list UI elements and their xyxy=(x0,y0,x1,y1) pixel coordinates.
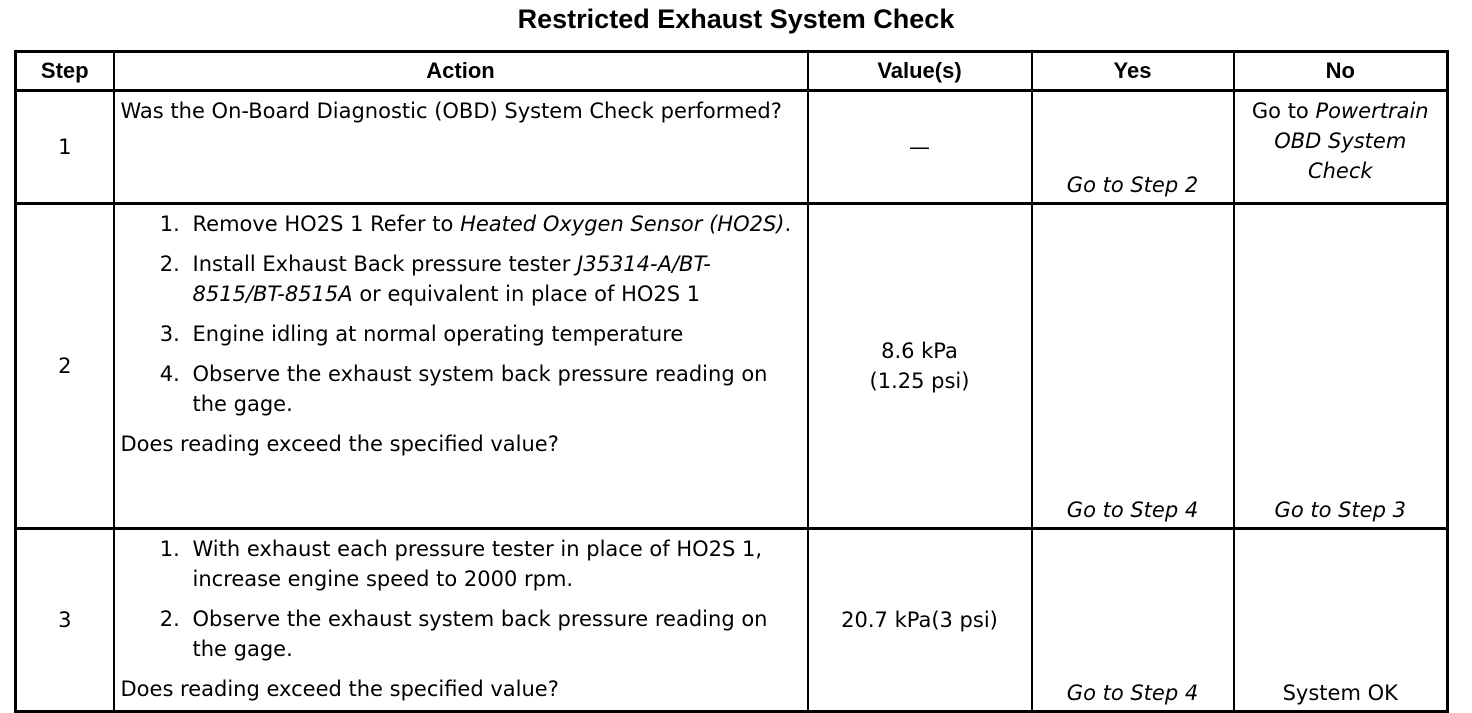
action-question: Was the On-Board Diagnostic (OBD) System Check performed? xyxy=(120,99,782,123)
header-no: No xyxy=(1234,52,1448,91)
step-number: 2 xyxy=(16,204,114,529)
action-step-item: 2. Observe the exhaust system back pressure reading on the gage. xyxy=(187,604,801,664)
yes-cell: Go to Step 4 xyxy=(1032,529,1234,712)
page-title: Restricted Exhaust System Check xyxy=(517,4,955,34)
action-step-item: 2. Install Exhaust Back pressure tester J35314-A/BT-8515/BT-8515A or equivalent in place of HO2S 1 xyxy=(187,249,801,309)
value-cell: — xyxy=(808,91,1032,204)
no-link: Powertrain OBD System Check xyxy=(1274,99,1429,183)
no-cell: Go to Step 3 xyxy=(1234,204,1448,529)
no-prefix: Go to xyxy=(1251,99,1316,123)
value-cell xyxy=(808,204,1032,529)
action-cell xyxy=(114,529,808,712)
action-question: Does reading exceed the specified value? xyxy=(120,432,559,456)
step-number: 3 xyxy=(16,529,114,712)
table-row xyxy=(16,204,1448,529)
header-row xyxy=(16,52,1448,91)
yes-cell: Go to Step 4 xyxy=(1032,204,1234,529)
yes-cell: Go to Step 2 xyxy=(1032,91,1234,204)
table-row xyxy=(16,91,1448,204)
action-steps xyxy=(121,534,801,664)
action-step-item: 3. Engine idling at normal operating temperature xyxy=(187,319,801,349)
action-cell xyxy=(114,91,808,204)
value-kpa: 8.6 kPa xyxy=(881,339,958,363)
value-cell: 20.7 kPa(3 psi) xyxy=(808,529,1032,712)
header-yes: Yes xyxy=(1032,52,1234,91)
table-row xyxy=(16,529,1448,712)
step-number: 1 xyxy=(16,91,114,204)
header-action: Action xyxy=(114,52,808,91)
header-step: Step xyxy=(16,52,114,91)
header-values: Value(s) xyxy=(808,52,1032,91)
diagnostic-table xyxy=(14,50,1449,713)
action-step-item: 1. Remove HO2S 1 Refer to Heated Oxygen Sensor (HO2S). xyxy=(187,209,801,239)
action-question: Does reading exceed the specified value? xyxy=(120,677,559,701)
action-step-item: 4. Observe the exhaust system back pressure reading on the gage. xyxy=(187,359,801,419)
action-cell xyxy=(114,204,808,529)
no-cell xyxy=(1234,91,1448,204)
value-psi: (1.25 psi) xyxy=(869,369,970,393)
action-steps xyxy=(121,209,801,419)
action-step-item: 1. With exhaust each pressure tester in place of HO2S 1, increase engine speed to 2000 rpm. xyxy=(187,534,801,594)
no-cell: System OK xyxy=(1234,529,1448,712)
